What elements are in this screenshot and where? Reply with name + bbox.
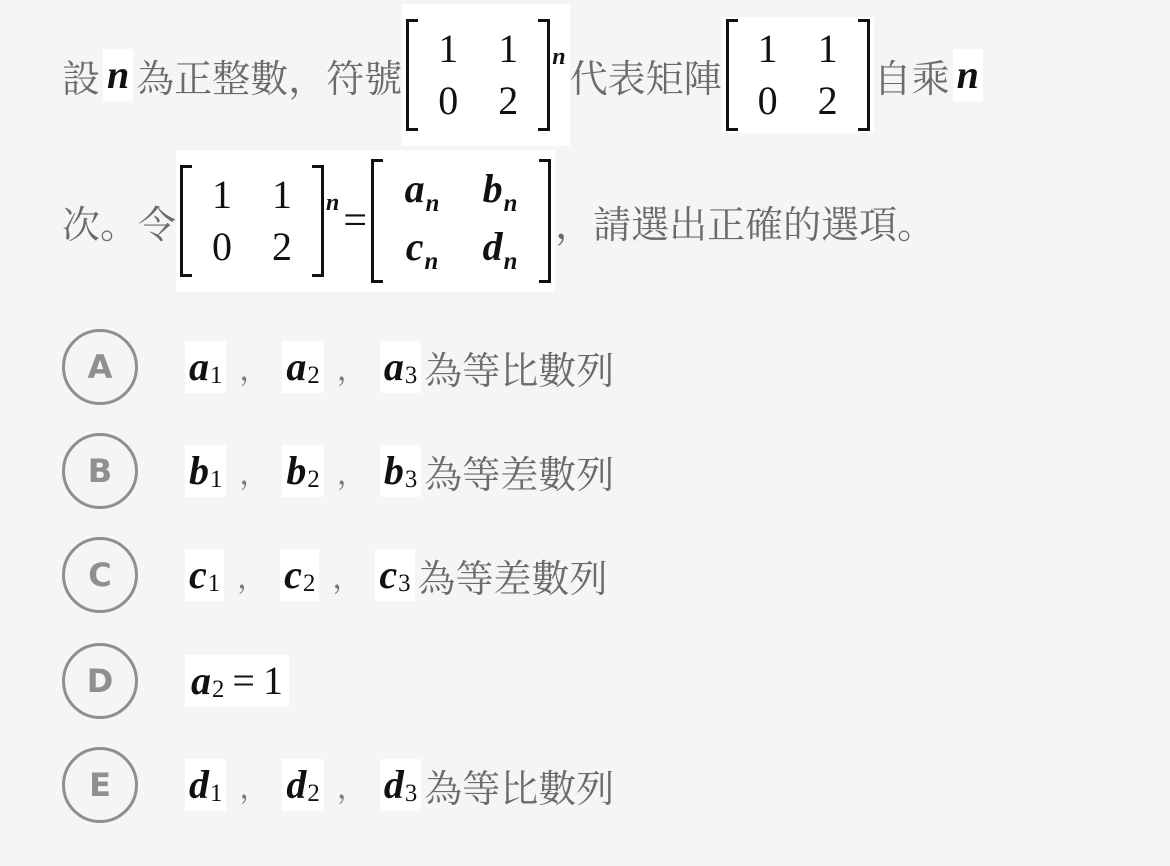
exponent-n: n [552, 43, 566, 70]
option-c[interactable]: C c 1 ， c 2 ， c 3 為等差數列 [62, 534, 608, 616]
option-b-badge[interactable]: B [62, 433, 138, 509]
question-text-times-let: 次。令 [62, 202, 177, 247]
option-d-badge[interactable]: D [62, 643, 138, 719]
option-c-text: 為等差數列 [417, 556, 608, 601]
option-d[interactable]: D a 2 = 1 [62, 640, 292, 722]
option-e-text: 為等比數列 [424, 766, 615, 811]
question-text-self-multiply: 自乘 [873, 56, 950, 101]
question-text-positive-integer: 為正整數，符號 [136, 56, 403, 101]
matrix: 1 1 0 2 [406, 17, 550, 133]
question-text-represents: 代表矩陣 [569, 56, 722, 101]
option-e[interactable]: E d 1 ， d 2 ， d 3 為等比數列 [62, 744, 614, 826]
matrix: 1 1 0 2 [726, 17, 870, 133]
var-n: n [103, 49, 133, 101]
exponent-n: n [326, 189, 340, 216]
var-n: n [953, 49, 983, 101]
question-line-1 [62, 4, 986, 146]
option-a-text: 為等比數列 [424, 348, 615, 393]
option-a-badge[interactable]: A [62, 329, 138, 405]
option-c-badge[interactable]: C [62, 537, 138, 613]
equals-sign: = [343, 198, 368, 244]
matrix-power-symbol [402, 4, 569, 146]
question-line-2 [62, 150, 935, 292]
option-e-badge[interactable]: E [62, 747, 138, 823]
option-b-text: 為等差數列 [424, 452, 615, 497]
option-a[interactable]: A a 1 ， a 2 ， a 3 為等比數列 [62, 326, 614, 408]
matrix-base [722, 17, 874, 133]
option-b[interactable]: B b 1 ， b 2 ， b 3 為等差數列 [62, 430, 614, 512]
matrix-equation [176, 150, 555, 292]
matrix: 1 1 0 2 [180, 163, 324, 279]
matrix-abcd: $a_n$ $b_n$ $c_n$ $d_n$ [371, 157, 551, 285]
question-text-set: 設 [62, 56, 101, 101]
question-text-select: ，請選出正確的選項。 [555, 202, 936, 247]
